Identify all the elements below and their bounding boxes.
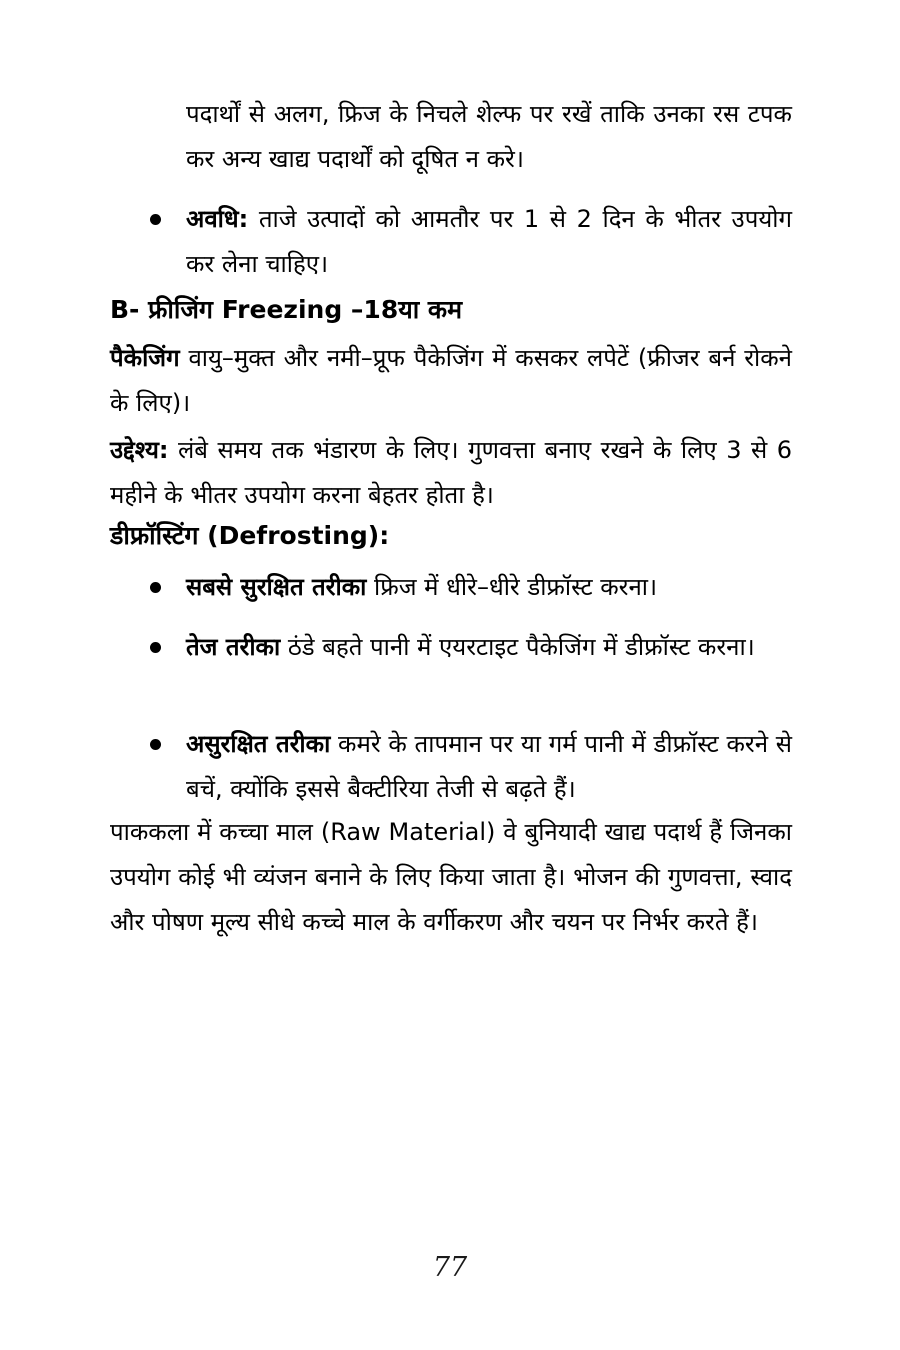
list-item-unsafe-method <box>150 722 792 812</box>
fast-method-text: ठंडे बहते पानी में एयरटाइट पैकेजिंग में डीफ्रॉस्ट करना। <box>287 633 755 661</box>
purpose-text: लंबे समय तक भंडारण के लिए। गुणवत्ता बनाए रखने के लिए 3 से 6 महीने के भीतर उपयोग करना बेहतर होता है। <box>110 436 792 509</box>
list-item-text <box>186 625 792 670</box>
list-item-text <box>186 565 792 610</box>
list-item-text <box>186 197 792 287</box>
list-item-safest-method <box>150 565 792 610</box>
duration-text: ताजे उत्पादों को आमतौर पर 1 से 2 दिन के भीतर उपयोग कर लेना चाहिए। <box>186 205 792 278</box>
page-number: 77 <box>432 1252 468 1283</box>
list-item-duration <box>150 197 792 287</box>
packaging-label: पैकेजिंग <box>110 344 180 372</box>
purpose-label: उद्देश्य: <box>110 436 169 464</box>
bullet-icon <box>150 642 161 653</box>
heading-freezing: B- फ्रीजिंग Freezing –18या कम <box>110 295 463 324</box>
list-item-text <box>186 722 792 812</box>
bullet-icon <box>150 739 161 750</box>
fast-method-label: तेज तरीका <box>186 633 281 661</box>
bullet-icon <box>150 214 161 225</box>
safest-method-label: सबसे सुरक्षित तरीका <box>186 573 367 601</box>
paragraph-packaging <box>110 336 792 426</box>
bullet-icon <box>150 582 161 593</box>
packaging-text: वायु–मुक्त और नमी–प्रूफ पैकेजिंग में कसकर लपेटें (फ्रीजर बर्न रोकने के लिए)। <box>110 344 792 417</box>
paragraph-raw-material: पाककला में कच्चा माल (Raw Material) वे बुनियादी खाद्य पदार्थ हैं जिनका उपयोग कोई भी व्यंजन बनाने के लिए किया जाता है। भोजन की गुणवत्ता, स्वाद और पोषण मूल्य सीधे कच्चे माल के वर्गीकरण और चयन पर निर्भर करते हैं। <box>110 818 792 936</box>
heading-defrosting: डीफ्रॉस्टिंग (Defrosting): <box>110 521 390 550</box>
list-item-fast-method <box>150 625 792 670</box>
duration-label: अवधि: <box>186 205 249 233</box>
unsafe-method-label: असुरक्षित तरीका <box>186 730 331 758</box>
paragraph-purpose <box>110 428 792 518</box>
safest-method-text: फ्रिज में धीरे–धीरे डीफ्रॉस्ट करना। <box>374 573 658 601</box>
unsafe-method-text: कमरे के तापमान पर या गर्म पानी में डीफ्रॉस्ट करने से बचें, क्योंकि इससे बैक्टीरिया तेजी से बढ़ते हैं। <box>186 730 792 803</box>
paragraph-shelf-storage: पदार्थों से अलग, फ्रिज के निचले शेल्फ पर रखें ताकि उनका रस टपक कर अन्य खाद्य पदार्थों को दूषित न करे। <box>186 100 792 173</box>
